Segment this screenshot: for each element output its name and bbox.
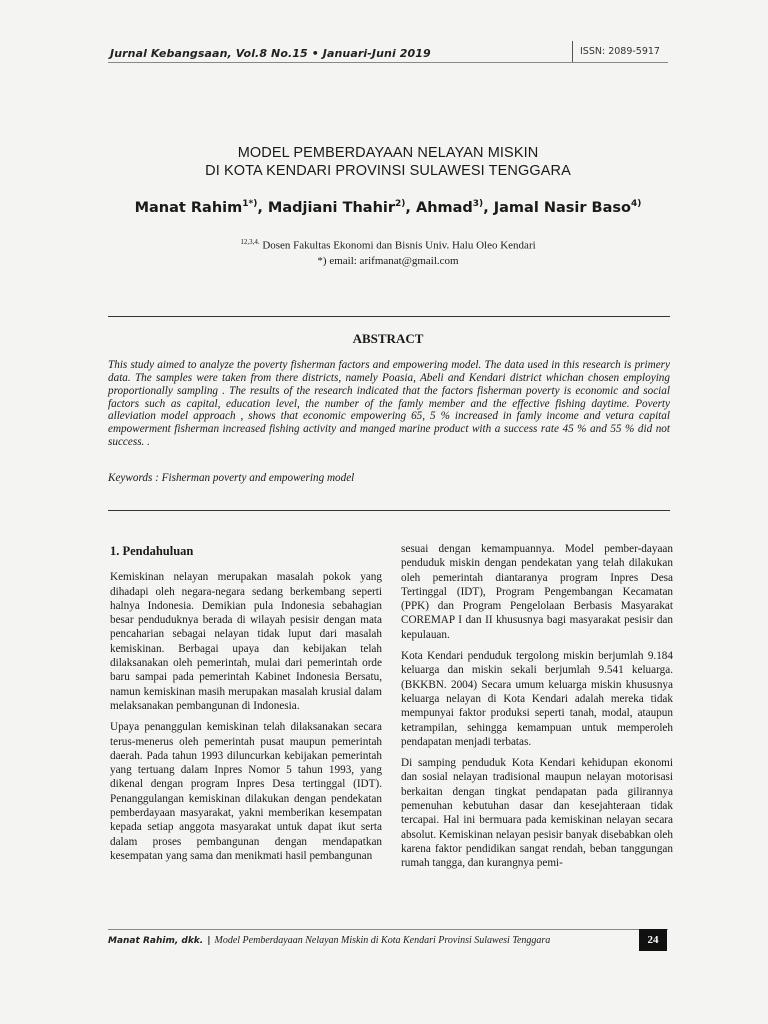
abstract-bottom-rule	[108, 510, 670, 511]
author-list: Manat Rahim$^{1*)}$, Madjiani Thahir$^{2)}$, Ahmad$^{3)}$, Jamal Nasir Baso$^{4)}$	[134, 199, 642, 216]
page-footer	[108, 935, 550, 946]
paper-title	[108, 144, 668, 180]
affiliation-line	[108, 235, 668, 254]
page-number: 24	[639, 929, 667, 951]
affiliation-marks: 12,3,4.	[240, 238, 260, 246]
footer-separator: |	[207, 936, 211, 946]
author-mark: 4)	[631, 199, 642, 209]
right-column	[401, 542, 673, 878]
abstract-text: This study aimed to analyze the poverty fisherman factors and empowering model. The data used in this research is primery data. The samples were taken from there districts, namely Poasia, Abeli and Kendari district whichan chosen employing proportionally sampling . The results of the research indicated that the factors fisherman poverty is economic and social factors such as capital, education level, the number of the famly member and the effective fishing daytime. Poverty alleviation model approach , shows that economic empowering 65, 5 % increased in famly income and vetura capital empowerment fisherman increased fishing activity and manged marine product with a success rate 45 % and 55 % did not success. .	[108, 359, 670, 449]
title-line-2: DI KOTA KENDARI PROVINSI SULAWESI TENGGARA	[205, 163, 571, 179]
author-mark: 2)	[395, 199, 406, 209]
footer-title: Model Pemberdayaan Nelayan Miskin di Kota Kendari Provinsi Sulawesi Tenggara	[214, 935, 551, 946]
journal-header: Jurnal Kebangsaan, Vol.8 No.15 • Januari-Juni 2019	[110, 47, 431, 60]
paragraph: sesuai dengan kemampuannya. Model pember-dayaan penduduk miskin dengan pendekatan yang telah dilakukan oleh pemerintah diantaranya program Inpres Desa Tertinggal (IDT), Program Pengembangan Kecamatan (PPK) dan Program Pengelolaan Berbasis Masyarakat COREMAP I dan II khususnya bagi masyarakat pesisir dan kepulauan.	[401, 543, 673, 641]
abstract-heading: ABSTRACT	[352, 331, 424, 346]
author-mark: 1*)	[242, 199, 258, 209]
footer-rule	[108, 929, 668, 930]
author-name: Jamal Nasir Baso	[493, 199, 631, 216]
issn-label: ISSN: 2089-5917	[572, 41, 660, 63]
author-email: *) email: arifmanat@gmail.com	[317, 254, 459, 267]
affiliation-text: Dosen Fakultas Ekonomi dan Bisnis Univ. Halu Oleo Kendari	[259, 239, 536, 252]
paragraph: Kemiskinan nelayan merupakan masalah pokok yang dihadapi oleh negara-negara sedang berkembang seperti halnya Indonesia. Demikian pula Indonesia sebahagian besar penduduknya berada di wilayah pesisir dengan mata pencaharian sebagai nelayan tidak luput dari masalah kemiskinan. Berbagai upaya dan kebijakan telah dilaksanakan oleh pemerintah, mulai dari pemerintah orde baru sampai pada pemerintah Kabinet Indonesia Bersatu, namun kemiskinan masih merupakan masalah krusial dalam melaksanakan pembangunan di Indonesia.	[110, 571, 382, 712]
header-rule	[108, 62, 668, 63]
affiliation	[108, 235, 668, 269]
author-name: Ahmad	[415, 199, 473, 216]
paragraph: Di samping penduduk Kota Kendari kehidupan ekonomi dan sosial nelayan tradisional maupun nelayan motorisasi berkaitan dengan tingkat pendapatan pada gilirannya pemenuhan kebutuhan dasar dan kesejahteraan tidak tercapai. Hal ini bermuara pada kemiskinan nelayan secara absolut. Kemiskinan nelayan pesisir banyak disebabkan oleh karena faktor pendidikan sangat rendah, beban tanggungan rumah tangga, dan kurangnya pemi-	[401, 757, 673, 870]
section-heading: 1. Pendahuluan	[110, 544, 194, 558]
title-line-1: MODEL PEMBERDAYAAN NELAYAN MISKIN	[237, 145, 539, 161]
author-mark: 3)	[472, 199, 484, 209]
paragraph: Kota Kendari penduduk tergolong miskin berjumlah 9.184 keluarga dan miskin sekali berjumlah 9.541 keluarga. (BKKBN. 2004) Secara umum keluarga miskin khususnya keluarga nelayan di Kota Kendari adalah mereka tidak mempunyai faktor produksi seperti tanah, modal, ataupun ketrampilan, sehingga kemampuan untuk memperoleh pendapatan menjadi terbatas.	[401, 650, 673, 748]
author-name: Manat Rahim	[134, 199, 243, 216]
author-name: Madjiani Thahir	[267, 199, 396, 216]
paragraph: Upaya penanggulan kemiskinan telah dilaksanakan secara terus-menerus oleh pemerintah pusat maupun pemerintah daerah. Pada tahun 1993 diluncurkan kebijakan pemerintah yang tertuang dalam Inpres Nomor 5 tahun 1993, yang dikenal dengan program Inpres Desa tertinggal (IDT). Penanggulangan kemiskinan dilakukan dengan pendekatan pemberdayaan masyarakat, yakni memberikan kesempatan kepada setiap anggota masyarakat untuk dapat ikut serta dalam proses pembangunan dengan mendapatkan kesempatan yang sama dan menikmati hasil pembangunan	[110, 721, 382, 862]
left-column	[110, 542, 382, 870]
keywords: Keywords : Fisherman poverty and empowering model	[108, 472, 355, 484]
abstract-top-rule	[108, 316, 670, 317]
footer-authors: Manat Rahim, dkk.	[108, 936, 204, 946]
